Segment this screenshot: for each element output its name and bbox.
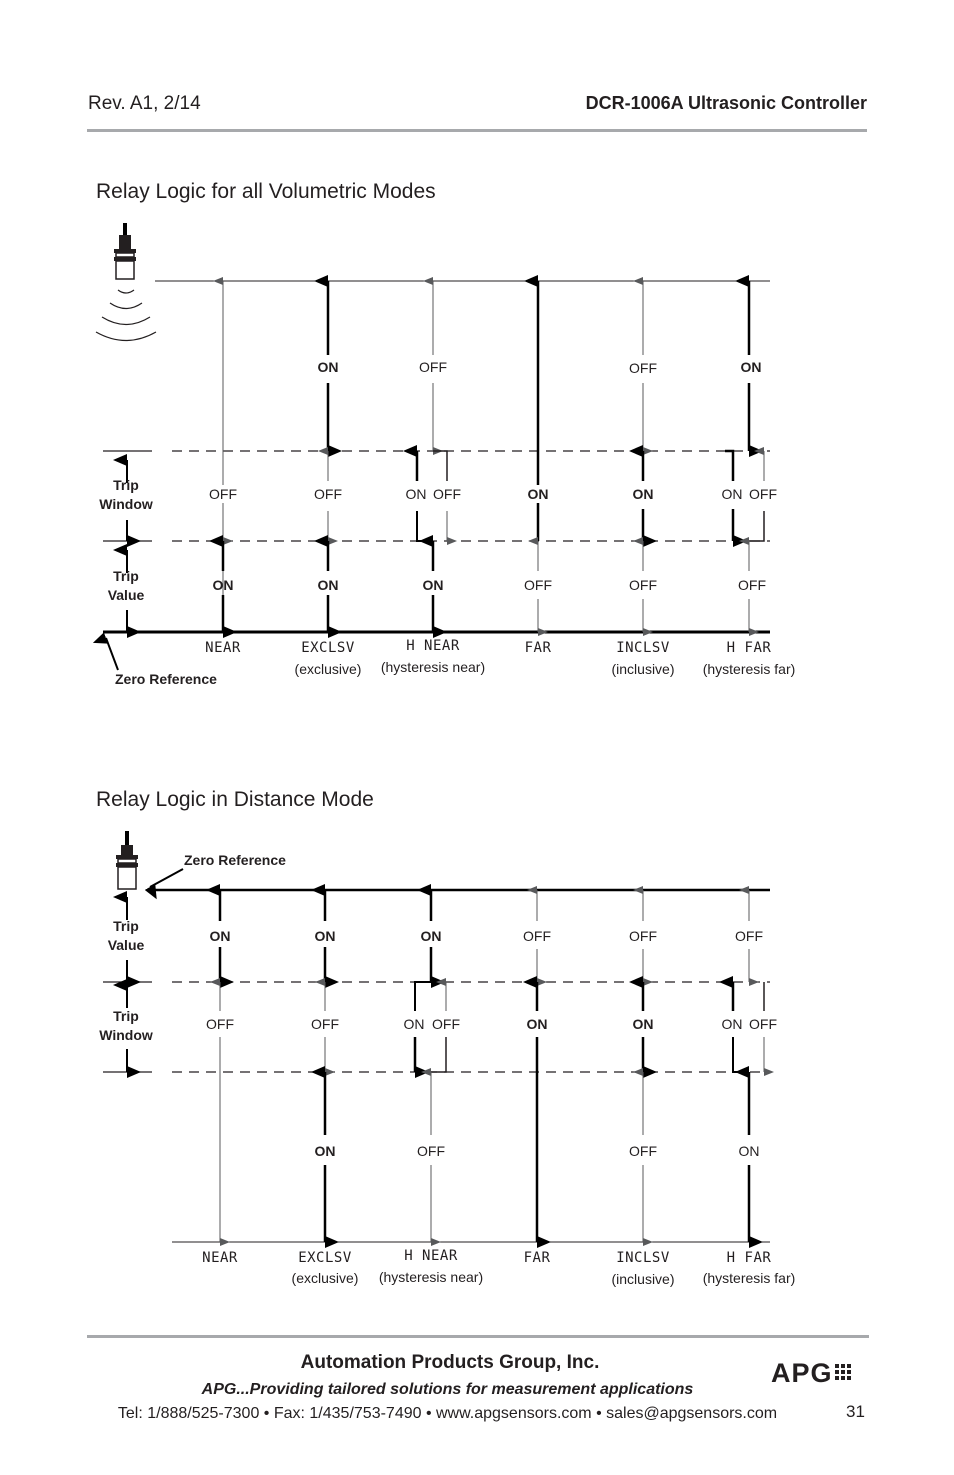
hfar2-mid2-state: OFF (749, 1016, 777, 1032)
zero-ref-pointer-2 (150, 869, 183, 887)
hfar-mid-state: ON (721, 486, 743, 502)
hfar2-top-state: OFF (735, 928, 763, 944)
distance-relay-diagram (0, 825, 954, 1305)
inclsv-top-state: OFF (629, 360, 657, 376)
mode2-inclsv-label: INCLSV (616, 1250, 670, 1266)
apg-logo-grid-icon (835, 1362, 855, 1384)
inclsv-bot-state: OFF (629, 577, 657, 593)
far-mid-state: ON (527, 486, 549, 502)
hnear2-bot-state: OFF (417, 1143, 445, 1159)
inclsv2-mid-state: ON (632, 1016, 654, 1032)
far2-top-state: OFF (523, 928, 551, 944)
trip-window-label-2: Window (99, 496, 153, 512)
header-rule (87, 129, 867, 132)
page-number: 31 (846, 1402, 865, 1421)
exclsv-bot-state: ON (317, 577, 339, 593)
inclsv2-top-state: OFF (629, 928, 657, 944)
hfar-mid2-state: OFF (749, 486, 777, 502)
diagram-distance (0, 825, 954, 1305)
mode-hnear-label: H NEAR (406, 638, 460, 654)
near2-top-state: ON (209, 928, 231, 944)
exclsv2-mid-state: OFF (311, 1016, 339, 1032)
zero-ref-pointer (106, 638, 118, 670)
inclsv2-bot-state: OFF (629, 1143, 657, 1159)
sensor-icon (96, 223, 156, 341)
mode-near-label: NEAR (205, 640, 241, 656)
trip-value-label2-1: Trip (113, 918, 139, 934)
section2-title: Relay Logic in Distance Mode (96, 788, 374, 811)
mode-hnear-sub: (hysteresis near) (380, 659, 486, 675)
footer-tagline: APG...Providing tailored solutions for measurement applications (201, 1381, 694, 1398)
far-bot-state: OFF (524, 577, 552, 593)
mode-far-label: FAR (524, 640, 552, 656)
near2-mid-state: OFF (206, 1016, 234, 1032)
mode2-hnear-sub: (hysteresis near) (378, 1269, 484, 1285)
inclsv-mid-state: ON (632, 486, 654, 502)
apg-logo (771, 1358, 855, 1389)
header-product: DCR-1006A Ultrasonic Controller (585, 93, 867, 113)
mode2-exclsv-label: EXCLSV (298, 1250, 352, 1266)
trip-value-label2-2: Value (107, 937, 145, 953)
exclsv-top-state: ON (317, 359, 339, 375)
near-bot-state: ON (212, 577, 234, 593)
trip-value-label-2: Value (107, 587, 145, 603)
sensor-icon-2 (116, 831, 138, 889)
mode2-hnear-label: H NEAR (404, 1248, 458, 1264)
hfar-top-state: ON (740, 359, 762, 375)
hnear-bot-state: ON (422, 577, 444, 593)
diagram-volumetric (0, 215, 954, 695)
hnear-mid-state: ON (405, 486, 427, 502)
mode2-near-label: NEAR (202, 1250, 238, 1266)
exclsv-mid-state: OFF (314, 486, 342, 502)
hfar-bot-state: OFF (738, 577, 766, 593)
mode-exclsv-label: EXCLSV (301, 640, 355, 656)
volumetric-relay-diagram (0, 215, 954, 695)
hfar2-bot-state: ON (738, 1143, 760, 1159)
mode2-exclsv-sub: (exclusive) (291, 1270, 359, 1286)
mode-hfar-label: H FAR (726, 640, 772, 656)
mode-inclsv-label: INCLSV (616, 640, 670, 656)
mode-exclsv-sub: (exclusive) (294, 661, 362, 677)
trip-window-label-1: Trip (113, 477, 139, 493)
footer-rule (87, 1335, 869, 1338)
hnear2-mid2-state: OFF (432, 1016, 460, 1032)
mode2-inclsv-sub: (inclusive) (611, 1271, 675, 1287)
mode2-far-label: FAR (523, 1250, 551, 1266)
exclsv2-bot-state: ON (314, 1143, 336, 1159)
mode2-hfar-label: H FAR (726, 1250, 772, 1266)
section1-title: Relay Logic for all Volumetric Modes (96, 180, 436, 203)
exclsv2-top-state: ON (314, 928, 336, 944)
zero-reference-label-2: Zero Reference (184, 852, 286, 868)
footer-company: Automation Products Group, Inc. (300, 1352, 600, 1373)
hfar2-mid-state: ON (721, 1016, 743, 1032)
trip-window-label2-2: Window (99, 1027, 153, 1043)
apg-logo-text: APG (771, 1358, 833, 1388)
trip-value-label-1: Trip (113, 568, 139, 584)
far2-mid-state: ON (526, 1016, 548, 1032)
near-mid-state: OFF (209, 486, 237, 502)
trip-window-label2-1: Trip (113, 1008, 139, 1024)
header-revision: Rev. A1, 2/14 (88, 93, 201, 114)
mode-hfar-sub: (hysteresis far) (702, 661, 796, 677)
hnear2-mid-state: ON (403, 1016, 425, 1032)
zero-reference-label: Zero Reference (115, 671, 217, 687)
hnear2-top-state: ON (420, 928, 442, 944)
mode2-hfar-sub: (hysteresis far) (702, 1270, 796, 1286)
hnear-top-state: OFF (419, 359, 447, 375)
footer-contact: Tel: 1/888/525-7300 • Fax: 1/435/753-7490 • www.apgsensors.com • sales@apgsensors.com (117, 1405, 778, 1422)
mode-inclsv-sub: (inclusive) (611, 661, 675, 677)
hnear-mid2-state: OFF (433, 486, 461, 502)
